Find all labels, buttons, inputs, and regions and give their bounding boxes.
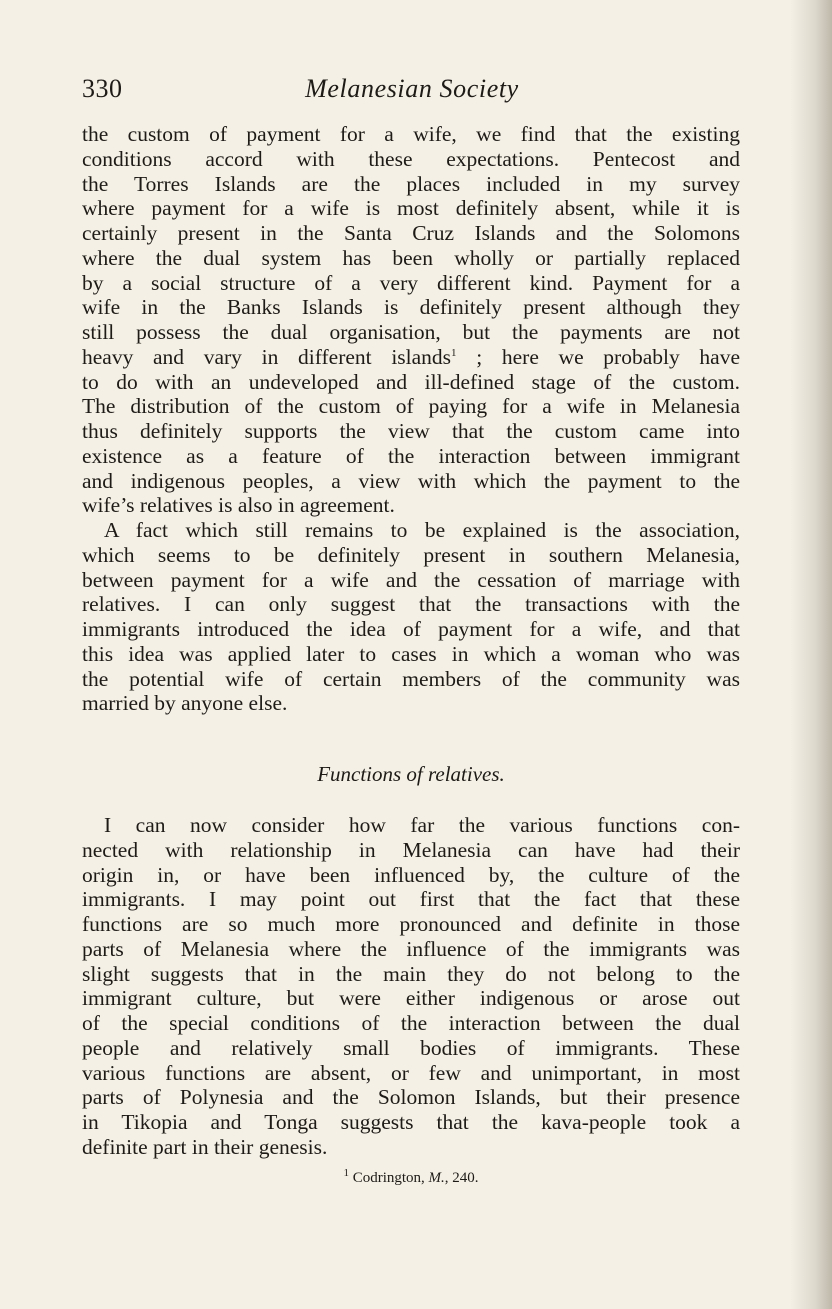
text-line: where payment for a wife is most definitely absent, while it is bbox=[82, 196, 740, 221]
text-line: conditions accord with these expectations. Pentecost and bbox=[82, 146, 740, 171]
text-line: immigrant culture, but were either indigenous or arose out bbox=[82, 986, 740, 1011]
section-functions-body bbox=[82, 813, 740, 1160]
text-line: definite part in their genesis. bbox=[82, 1134, 328, 1159]
text-line: A fact which still remains to be explained is the association, bbox=[104, 518, 740, 542]
text-line: slight suggests that in the main they do not belong to the bbox=[82, 961, 740, 986]
text-line: of the special conditions of the interaction between the dual bbox=[82, 1011, 740, 1035]
text-line: thus definitely supports the view that the custom came into bbox=[82, 419, 740, 443]
paragraph-association bbox=[82, 518, 740, 716]
paragraph-functions bbox=[82, 813, 740, 1160]
footnote-work: M. bbox=[428, 1170, 445, 1186]
text-line: relatives. I can only suggest that the transactions with the bbox=[82, 592, 740, 617]
page-header bbox=[82, 74, 742, 114]
text-line: immigrants introduced the idea of payment for a wife, and that bbox=[82, 617, 740, 641]
text-line: this idea was applied later to cases in which a woman who was bbox=[82, 641, 740, 666]
text-line: The distribution of the custom of paying for a wife in Melanesia bbox=[82, 394, 740, 419]
text-line: immigrants. I may point out first that the fact that these bbox=[82, 887, 740, 912]
text-line: various functions are absent, or few and unimportant, in most bbox=[82, 1060, 740, 1085]
body-text bbox=[82, 122, 740, 716]
text-line: existence as a feature of the interaction between immigrant bbox=[82, 443, 740, 468]
footnote-marker: 1 bbox=[343, 1167, 349, 1179]
text-line: certainly present in the Santa Cruz Islands and the Solomons bbox=[82, 221, 740, 245]
text-line: married by anyone else. bbox=[82, 691, 288, 716]
text-line: origin in, or have been influenced by, the culture of the bbox=[82, 862, 740, 887]
text-line: where the dual system has been wholly or partially replaced bbox=[82, 245, 740, 270]
text-line: nected with relationship in Melanesia can have had their bbox=[82, 837, 740, 862]
text-line: functions are so much more pronounced and definite in those bbox=[82, 912, 740, 936]
footnote-author: Codrington, bbox=[352, 1170, 425, 1186]
footnote-page: , 240. bbox=[444, 1170, 479, 1186]
text-line: between payment for a wife and the cessation of marriage with bbox=[82, 567, 740, 592]
text-line: parts of Polynesia and the Solomon Islands, but their presence bbox=[82, 1085, 740, 1110]
page-number: 330 bbox=[82, 74, 123, 103]
footnote bbox=[82, 1167, 740, 1187]
text-line: the custom of payment for a wife, we find that the existing bbox=[82, 122, 740, 146]
text-line-with-footnote bbox=[82, 345, 740, 370]
text-line: the potential wife of certain members of the community was bbox=[82, 666, 740, 691]
text-line: which seems to be definitely present in southern Melanesia, bbox=[82, 542, 740, 567]
text-line: the Torres Islands are the places included in my survey bbox=[82, 171, 740, 196]
text-line: I can now consider how far the various functions con- bbox=[104, 813, 740, 837]
text-line: in Tikopia and Tonga suggests that the kava-people took a bbox=[82, 1110, 740, 1134]
running-title: Melanesian Society bbox=[305, 74, 519, 103]
text-line: to do with an undeveloped and ill-defined stage of the custom. bbox=[82, 369, 740, 394]
text-line: people and relatively small bodies of immigrants. These bbox=[82, 1035, 740, 1060]
text-fragment: ; here we probably have bbox=[456, 344, 740, 369]
text-fragment: heavy and vary in different islands bbox=[82, 344, 452, 369]
section-heading: Functions of relatives. bbox=[317, 762, 505, 786]
footnote-reference: 1 bbox=[451, 346, 457, 359]
text-line: wife’s relatives is also in agreement. bbox=[82, 493, 395, 518]
text-line: parts of Melanesia where the influence of the immigrants was bbox=[82, 936, 740, 961]
paragraph-payment-for-wife bbox=[82, 122, 740, 518]
text-line: wife in the Banks Islands is definitely present although they bbox=[82, 295, 740, 320]
text-line: still possess the dual organisation, but the payments are not bbox=[82, 320, 740, 344]
text-line: and indigenous peoples, a view with which the payment to the bbox=[82, 468, 740, 493]
text-line: by a social structure of a very different kind. Payment for a bbox=[82, 270, 740, 295]
